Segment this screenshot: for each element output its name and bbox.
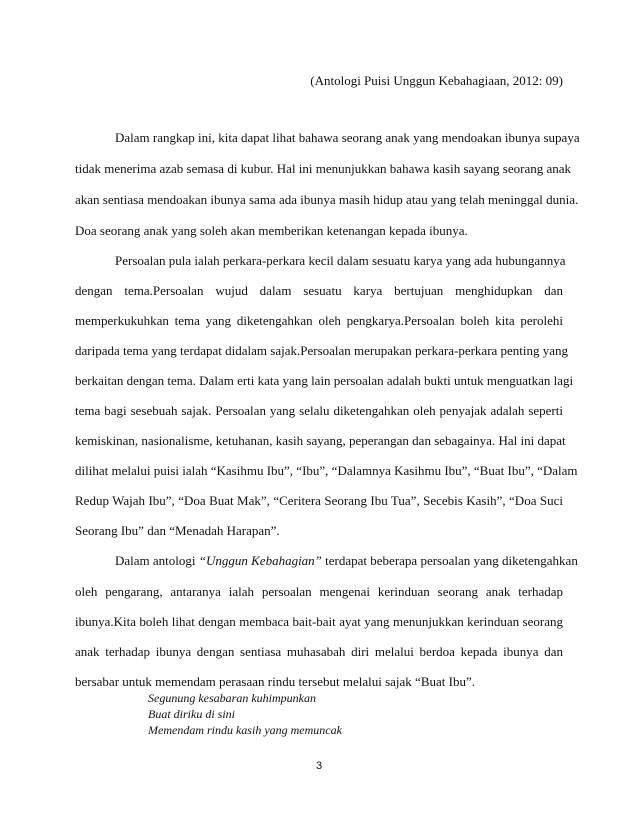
- paragraph-line: oleh pengarang, antaranya ialah persoalan mengenai kerinduan seorang anak terhadap: [75, 584, 563, 599]
- paragraph-line: Dalam rangkap ini, kita dapat lihat bahawa seorang anak yang mendoakan ibunya supaya: [115, 130, 580, 145]
- paragraph-line: dengan tema.Persoalan wujud dalam sesuatu karya bertujuan menghidupkan dan: [75, 283, 563, 298]
- paragraph-line: kemiskinan, nasionalisme, ketuhanan, kasih sayang, peperangan dan sebagainya. Hal ini dapat: [75, 433, 566, 448]
- paragraph-line: Persoalan pula ialah perkara-perkara kecil dalam sesuatu karya yang ada hubungannya: [115, 253, 566, 268]
- paragraph-line: anak terhadap ibunya dengan sentiasa muhasabah diri melalui berdoa kepada ibunya dan: [75, 644, 563, 659]
- antologi-text-before: Dalam antologi: [115, 553, 199, 568]
- paragraph-line: ibunya.Kita boleh lihat dengan membaca bait-bait ayat yang menunjukkan kerinduan seorang: [75, 614, 563, 629]
- poem-excerpt: [148, 690, 342, 738]
- paragraph-line: Doa seorang anak yang soleh akan memberikan ketenangan kepada ibunya.: [75, 223, 468, 238]
- paragraph-line: tidak menerima azab semasa di kubur. Hal ini menunjukkan bahawa kasih sayang seorang anak: [75, 161, 572, 176]
- paragraph-line: Redup Wajah Ibu”, “Doa Buat Mak”, “Ceritera Seorang Ibu Tua”, Secebis Kasih”, “Doa Suci: [75, 493, 563, 508]
- citation: (Antologi Puisi Unggun Kebahagiaan, 2012: 09): [310, 73, 563, 88]
- paragraph-line: bersabar untuk memendam perasaan rindu tersebut melalui sajak “Buat Ibu”.: [75, 674, 475, 689]
- poem-line: Buat diriku di sini: [148, 707, 235, 721]
- antologi-title: “Unggun Kebahagian”: [198, 553, 322, 568]
- paragraph-line: akan sentiasa mendoakan ibunya sama ada ibunya masih hidup atau yang telah meninggal dunia.: [75, 192, 579, 207]
- paragraph-line: dilihat melalui puisi ialah “Kasihmu Ibu”, “Ibu”, “Dalamnya Kasihmu Ibu”, “Buat Ibu”, “Dalam: [75, 463, 578, 478]
- paragraph-line: daripada tema yang terdapat didalam sajak.Persoalan merupakan perkara-perkara penting yang: [75, 343, 569, 358]
- poem-line: Segunung kesabaran kuhimpunkan: [148, 691, 316, 705]
- page-number: 3: [315, 760, 323, 772]
- paragraph-line: Seorang Ibu” dan “Menadah Harapan”.: [75, 523, 280, 538]
- paragraph-line: tema bagi sesebuah sajak. Persoalan yang selalu diketengahkan oleh penyajak adalah seperti: [75, 403, 563, 418]
- paragraph-line: memperkukuhkan tema yang diketengahkan oleh pengkarya.Persoalan boleh kita perolehi: [75, 313, 563, 328]
- paragraph-line: [115, 553, 578, 569]
- poem-line: Memendam rindu kasih yang memuncak: [148, 723, 342, 737]
- antologi-text-after: terdapat beberapa persoalan yang diketengahkan: [321, 553, 578, 568]
- paragraph-line: berkaitan dengan tema. Dalam erti kata yang lain persoalan adalah bukti untuk menguatkan lagi: [75, 373, 574, 388]
